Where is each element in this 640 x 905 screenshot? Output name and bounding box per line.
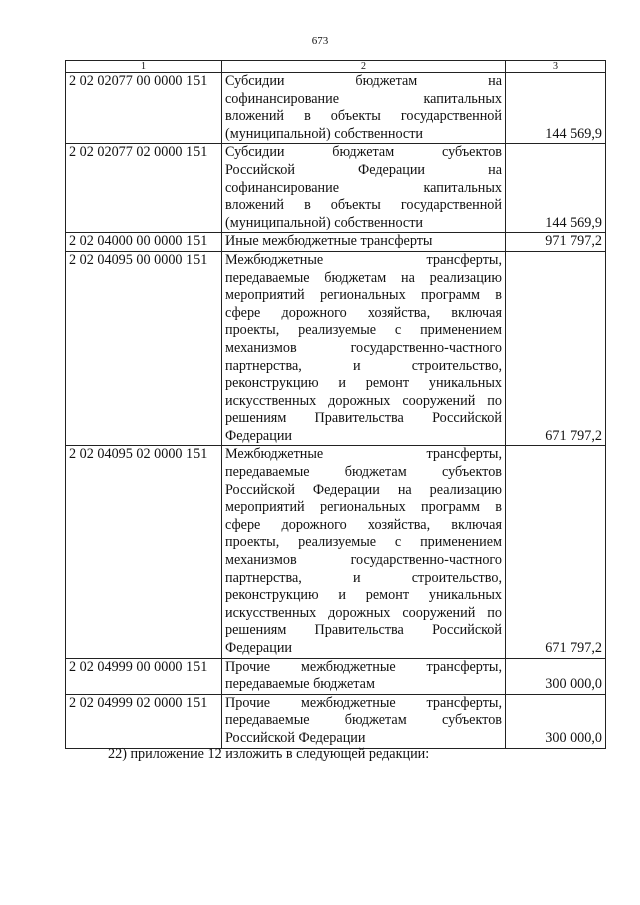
- table-row: [66, 446, 606, 658]
- budget-code-cell: 2 02 02077 00 0000 151: [66, 73, 222, 144]
- description-line: механизмов государственно-частного: [225, 339, 502, 356]
- description-line: (муниципальной) собственности: [225, 214, 424, 231]
- description-line: Иные межбюджетные трансферты: [225, 233, 433, 250]
- description-line: Российской Федерации на реализацию: [225, 481, 502, 498]
- budget-code-cell: 2 02 04000 00 0000 151: [66, 233, 222, 252]
- description-line: партнерства, и строительство,: [225, 569, 502, 586]
- description-line: Федерации: [225, 427, 293, 444]
- amount-cell: 971 797,2: [506, 233, 606, 252]
- amount-cell: 144 569,9: [506, 73, 606, 144]
- table-row: [66, 73, 606, 144]
- amount-cell: 144 569,9: [506, 144, 606, 233]
- description-line: вложений в объекты государственной: [225, 197, 502, 214]
- description-line: Прочие межбюджетные трансферты,: [225, 694, 502, 711]
- description-line: партнерства, и строительство,: [225, 357, 502, 374]
- description-line: мероприятий региональных программ в: [225, 287, 502, 304]
- description-line: решениям Правительства Российской: [225, 410, 502, 427]
- description-cell: [222, 251, 506, 446]
- table-row: [66, 694, 606, 748]
- description-cell: [222, 446, 506, 658]
- column-header: 2: [222, 61, 506, 73]
- description-line: (муниципальной) собственности: [225, 125, 424, 142]
- description-line: механизмов государственно-частного: [225, 552, 502, 569]
- table-header-row: [66, 61, 606, 73]
- footer-instruction: 22) приложение 12 изложить в следующей редакции:: [108, 746, 430, 762]
- budget-code-cell: 2 02 04999 02 0000 151: [66, 694, 222, 748]
- description-line: искусственных дорожных сооружений по: [225, 604, 502, 621]
- description-line: Межбюджетные трансферты,: [225, 251, 502, 268]
- budget-table: [65, 60, 606, 749]
- description-line: реконструкцию и ремонт уникальных: [225, 587, 502, 604]
- description-cell: [222, 144, 506, 233]
- table-row: [66, 233, 606, 252]
- description-line: реконструкцию и ремонт уникальных: [225, 375, 502, 392]
- description-cell: [222, 694, 506, 748]
- column-header: 1: [66, 61, 222, 73]
- description-line: передаваемые бюджетам на реализацию: [225, 269, 502, 286]
- page-number: 673: [311, 35, 329, 47]
- description-cell: [222, 73, 506, 144]
- description-line: решениям Правительства Российской: [225, 622, 502, 639]
- description-line: передаваемые бюджетам субъектов: [225, 464, 502, 481]
- description-line: софинансирование капитальных: [225, 90, 502, 107]
- description-line: проекты, реализуемые с применением: [225, 322, 502, 339]
- description-line: Прочие межбюджетные трансферты,: [225, 658, 502, 675]
- amount-cell: 300 000,0: [506, 658, 606, 694]
- table-row: [66, 658, 606, 694]
- amount-cell: 671 797,2: [506, 251, 606, 446]
- description-line: сфере дорожного хозяйства, включая: [225, 304, 502, 321]
- description-line: Российской Федерации на: [225, 161, 502, 178]
- amount-cell: 671 797,2: [506, 446, 606, 658]
- description-line: Федерации: [225, 640, 293, 656]
- budget-code-cell: 2 02 04999 00 0000 151: [66, 658, 222, 694]
- description-line: передаваемые бюджетам: [225, 676, 375, 693]
- description-line: Субсидии бюджетам на: [225, 73, 502, 89]
- description-line: сфере дорожного хозяйства, включая: [225, 516, 502, 533]
- description-line: искусственных дорожных сооружений по: [225, 392, 502, 409]
- budget-code-cell: 2 02 02077 02 0000 151: [66, 144, 222, 233]
- description-line: проекты, реализуемые с применением: [225, 534, 502, 551]
- amount-cell: 300 000,0: [506, 694, 606, 748]
- description-line: передаваемые бюджетам субъектов: [225, 712, 502, 729]
- description-cell: [222, 658, 506, 694]
- table-row: [66, 251, 606, 446]
- table-row: [66, 144, 606, 233]
- description-line: софинансирование капитальных: [225, 179, 502, 196]
- description-line: вложений в объекты государственной: [225, 108, 502, 125]
- budget-code-cell: 2 02 04095 00 0000 151: [66, 251, 222, 446]
- description-line: Субсидии бюджетам субъектов: [225, 144, 502, 161]
- column-header: 3: [506, 61, 606, 73]
- description-line: мероприятий региональных программ в: [225, 499, 502, 516]
- description-cell: [222, 233, 506, 252]
- description-line: Межбюджетные трансферты,: [225, 446, 502, 463]
- budget-code-cell: 2 02 04095 02 0000 151: [66, 446, 222, 658]
- description-line: Российской Федерации: [225, 729, 366, 746]
